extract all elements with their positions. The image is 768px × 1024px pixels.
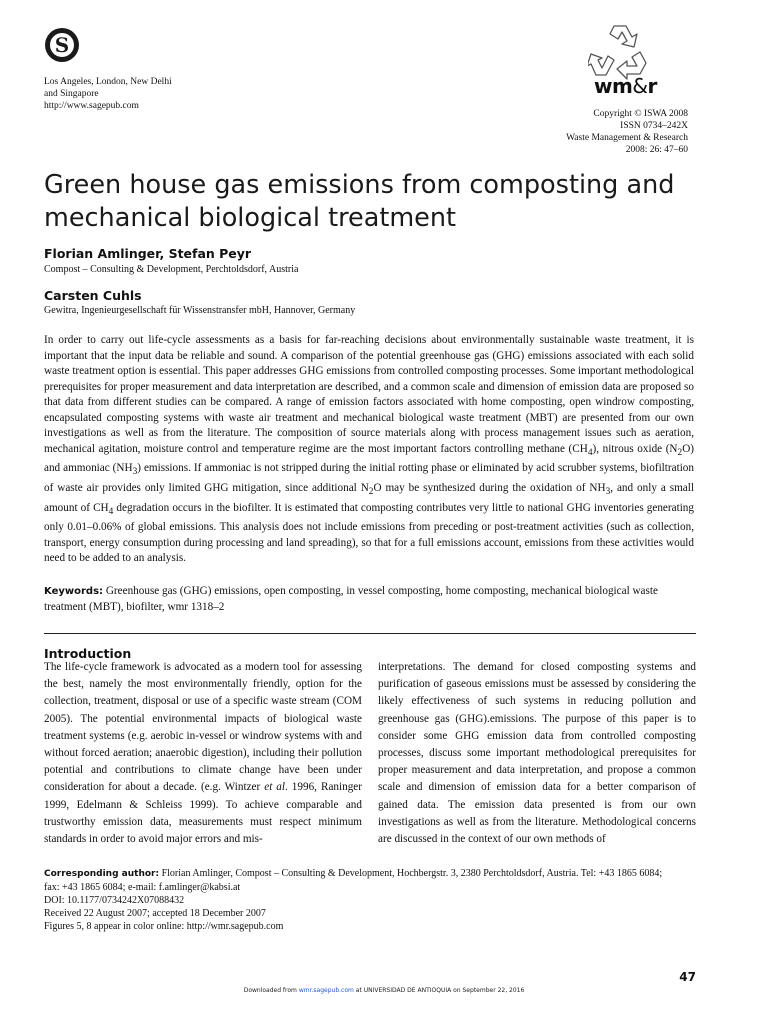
journal-logo-amp: & [632,74,648,98]
received-dates: Received 22 August 2007; accepted 18 December 2007 [44,908,266,919]
section-heading: Introduction [44,646,132,661]
download-prefix: Downloaded from [243,987,297,994]
section-divider [44,633,696,634]
keywords [44,584,694,615]
keywords-label: Keywords: [44,586,104,597]
body-column-left: The life-cycle framework is advocated as a modern tool for assessing the best, namely the most environmentally friendly, option for the collection, treatment, disposal or use of a specific waste stream (COM 2005). The potential environmental impacts of biological waste treatment systems (e.g. aerobic in-vessel or windrow systems with and without forced aeration; anaerobic digestion), including their pollution potential and contributions to climate change have been under consideration for about a decade. (e.g. Wintzer et al. 1996, Raninger 1999, Edelmann & Schleiss 1999). To achieve comparable and trustworthy emission data, measurements must respect minimum standards in order to avoid major errors and mis- [44,661,362,846]
journal-info [566,108,688,156]
corresponding-author-label: Corresponding author: [44,869,160,879]
correspondence-block [44,867,704,933]
contact-line: fax: +43 1865 6084; e-mail: f.amlinger@kabsi.at [44,882,241,893]
author-names: Florian Amlinger, Stefan Peyr [44,246,252,261]
abstract: In order to carry out life-cycle assessments as a basis for far-reaching decisions about environmentally sustainable waste treatment, it is important that the input data be reliable and sound. A comparison of the potential greenhouse gas (GHG) emissions associated with each solid waste treatment option is essential. This paper addresses GHG emissions from controlled composting processes. Some important methodological prerequisites for proper measurement and data interpretation are described, and a common scale and dimension of emission data are proposed so that data from different studies can be compared. A range of emission factors associated with home composting, open windrow composting, encapsulated composting systems with waste air treatment and mechanical biological waste treatment (MBT) are presented from our own investigations as well as from the literature. The composition of source materials along with process management issues such as aeration, mechanical agitation, moisture control and temperature regime are the most important factors controlling methane $(CH_4)$, nitrous oxide $(N_2O)$ and ammoniac $(NH_3)$ emissions. If ammoniac is not stripped during the initial rotting phase or eliminated by acid scrubber systems, biofiltration of waste air provides only limited GHG mitigation, since additional $N_2O$ may be synthesized during the oxidation of $NH_3$, and only a small amount of $CH_4$ degradation occurs in the biofilter. It is estimated that composting contributes very little to national GHG inventories generating only 0.01–0.06% of global emissions. This analysis does not include emissions from preceding or post-treatment activities (such as collection, transport, energy consumption during processing and land spreading), so that for a full emissions account, emissions from these activities would need to be added to an analysis. [44,334,695,565]
author-names: Carsten Cuhls [44,288,142,303]
corresponding-author-address: Florian Amlinger, Compost – Consulting & Development, Hochbergstr. 3, 2380 Perchtoldsdorf, Austria. Tel: +43 1865 6084; [161,868,663,879]
download-notice [0,987,768,994]
copyright-line: Copyright © ISWA 2008 [593,109,688,119]
download-link[interactable]: wmr.sagepub.com [298,987,354,994]
issn-line: ISSN 0734–242X [620,121,688,131]
body-column-right: interpretations. The demand for closed composting systems and purification of gaseous emissions must be assessed by considering the likely effectiveness of such systems in reducing pollution and greenhouse gas (GHG).emissions. The purpose of this paper is to consider some GHG emission data from controlled composting processes, discuss some important methodological prerequisites for proper measurement and data interpretation, and propose a common scale and dimension of emission data for a better comparison of gained data. The emission data presented is from our own investigations as well as from the literature. Methodological concerns are discussed in the context of our own methods of [378,661,696,846]
author-affiliation: Gewitra, Ingenieurgesellschaft für Wissenstransfer mbH, Hannover, Germany [44,305,356,316]
author-affiliation: Compost – Consulting & Development, Perchtoldsdorf, Austria [44,264,299,275]
publisher-line: and Singapore [44,89,99,99]
download-suffix: at UNIVERSIDAD DE ANTIOQUIA on September 22, 2016 [355,987,525,994]
journal-logo-left: wm [594,74,633,98]
recycle-icon [588,20,660,80]
journal-logo-right: r [647,74,657,98]
publisher-url: http://www.sagepub.com [44,101,139,111]
color-figures-note: Figures 5, 8 appear in color online: http://wmr.sagepub.com [44,921,284,932]
svg-text:S: S [54,33,70,57]
volume-line: 2008: 26: 47–60 [625,145,688,155]
publisher-block [44,76,172,112]
article-title: Green house gas emissions from composting and mechanical biological treatment [44,170,675,233]
sage-logo [44,27,80,63]
journal-logo [594,74,657,98]
doi: DOI: 10.1177/0734242X07088432 [44,895,185,906]
publisher-line: Los Angeles, London, New Delhi [44,77,172,87]
page-number: 47 [679,970,696,984]
journal-name: Waste Management & Research [566,133,688,143]
keywords-text: Greenhouse gas (GHG) emissions, open composting, in vessel composting, home composting, mechanical biological waste treatment (MBT), biofilter, wmr 1318–2 [44,585,658,613]
